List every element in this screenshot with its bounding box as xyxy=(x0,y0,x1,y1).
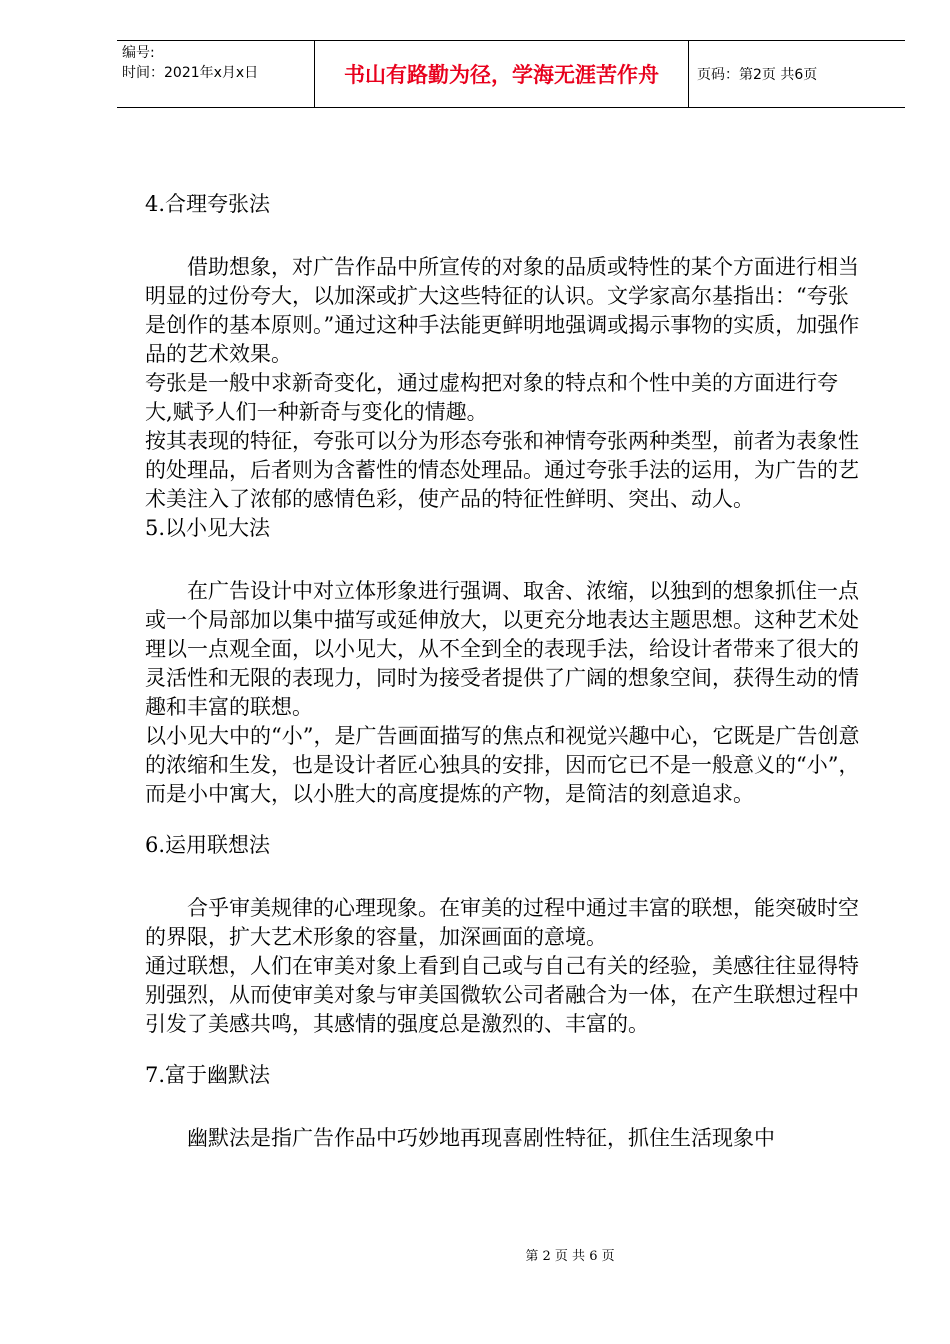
paragraph: 夸张是一般中求新奇变化，通过虚构把对象的特点和个性中美的方面进行夸大,赋予人们一种新奇与变化的情趣。 xyxy=(145,371,838,424)
page-footer: 第 2 页 共 6 页 xyxy=(525,1249,615,1264)
header-meta-cell xyxy=(117,41,315,107)
section-heading: 6.运用联想法 xyxy=(145,833,271,857)
number-label: 编号: xyxy=(122,45,155,61)
section-heading: 5.以小见大法 xyxy=(145,516,271,540)
page-header xyxy=(117,40,905,108)
document-body xyxy=(145,190,865,1153)
paragraph: 按其表现的特征，夸张可以分为形态夸张和神情夸张两种类型，前者为表象性的处理品，后者则为含蓄性的情态处理品。通过夸张手法的运用，为广告的艺术美注入了浓郁的感情色彩，使产品的特征性鲜明、突出、动人。 xyxy=(145,429,859,511)
paragraph: 以小见大中的“小”，是广告画面描写的焦点和视觉兴趣中心，它既是广告创意的浓缩和生发，也是设计者匠心独具的安排，因而它已不是一般意义的“小”，而是小中寓大，以小胜大的高度提炼的产物，是简洁的刻意追求。 xyxy=(145,724,860,806)
paragraph: 通过联想，人们在审美对象上看到自己或与自己有关的经验，美感往往显得特别强烈，从而使审美对象与审美国微软公司者融合为一体，在产生联想过程中引发了美感共鸣，其感情的强度总是激烈的、丰富的。 xyxy=(145,954,859,1036)
header-motto: 书山有路勤为径，学海无涯苦作舟 xyxy=(315,41,689,107)
section-heading: 4.合理夸张法 xyxy=(145,192,271,216)
section-heading: 7.富于幽默法 xyxy=(145,1063,271,1087)
paragraph: 幽默法是指广告作品中巧妙地再现喜剧性特征，抓住生活现象中 xyxy=(187,1126,775,1150)
time-label: 时间：2021年x月x日 xyxy=(122,65,259,81)
header-page-info: 页码：第2页 共6页 xyxy=(697,67,818,83)
paragraph: 在广告设计中对立体形象进行强调、取舍、浓缩，以独到的想象抓住一点或一个局部加以集中描写或延伸放大，以更充分地表达主题思想。这种艺术处理以一点观全面，以小见大，从不全到全的表现手法，给设计者带来了很大的灵活性和无限的表现力，同时为接受者提供了广阔的想象空间，获得生动的情趣和丰富的联想。 xyxy=(145,579,859,719)
paragraph: 合乎审美规律的心理现象。在审美的过程中通过丰富的联想，能突破时空的界限，扩大艺术形象的容量，加深画面的意境。 xyxy=(145,896,859,949)
paragraph: 借助想象，对广告作品中所宣传的对象的品质或特性的某个方面进行相当明显的过份夸大，以加深或扩大这些特征的认识。文学家高尔基指出：“夸张是创作的基本原则。”通过这种手法能更鲜明地强调或揭示事物的实质，加强作品的艺术效果。 xyxy=(145,255,860,366)
